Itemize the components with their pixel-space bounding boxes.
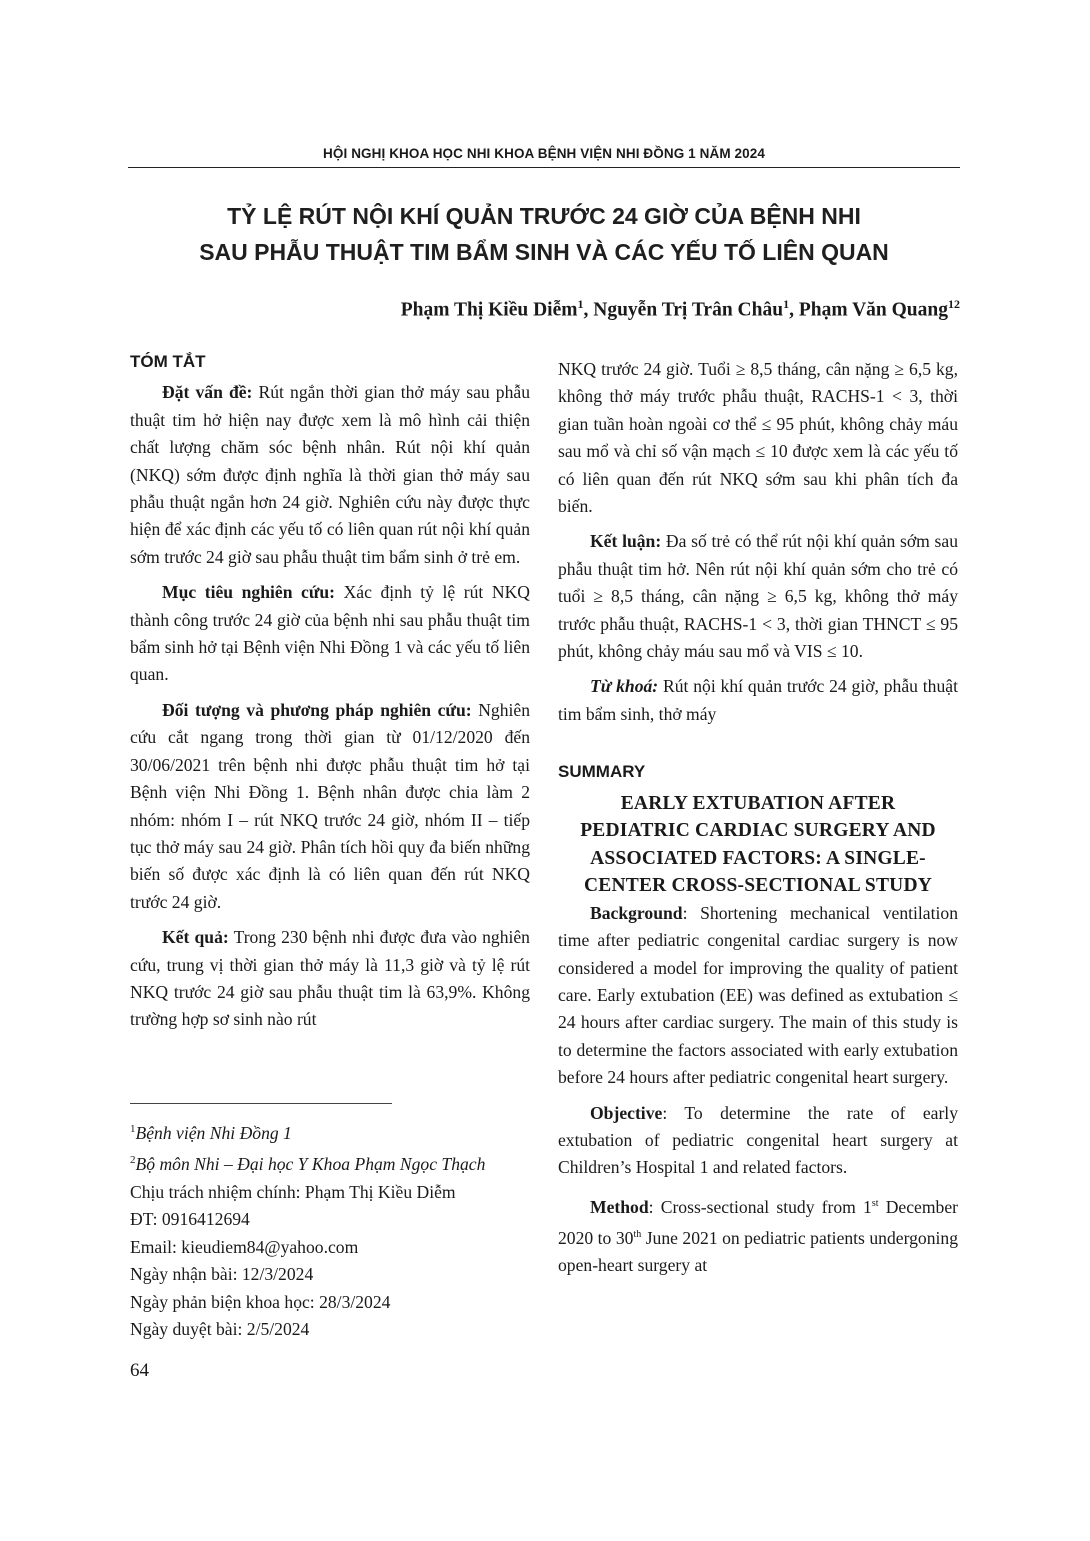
responsible-author: Chịu trách nhiệm chính: Phạm Thị Kiều Diễm [130, 1181, 456, 1202]
footnote-2-text: Bộ môn Nhi – Đại học Y Khoa Phạm Ngọc Thạch [135, 1154, 486, 1175]
abstract-conclusion [558, 528, 958, 665]
english-title-line-2: PEDIATRIC CARDIAC SURGERY AND [580, 820, 936, 842]
text-keywords: Rút nội khí quản trước 24 giờ, phẫu thuật tim bẩm sinh, thở máy [558, 676, 958, 724]
label-en-method: Method [590, 1196, 649, 1217]
summary-objective [558, 1100, 958, 1182]
author-3-affil: 12 [948, 297, 960, 311]
english-title-line-3: ASSOCIATED FACTORS: A SINGLE- [590, 847, 926, 869]
phone: ĐT: 0916412694 [130, 1209, 250, 1230]
author-sep: , [583, 299, 594, 321]
english-title-line-4: CENTER CROSS-SECTIONAL STUDY [583, 875, 933, 897]
left-column [130, 348, 530, 1034]
abstract-background [130, 379, 530, 571]
running-header: HỘI NGHỊ KHOA HỌC NHI KHOA BỆNH VIỆN NHI ĐỒNG 1 NĂM 2024 [323, 146, 765, 161]
english-title-line-1: EARLY EXTUBATION AFTER [620, 792, 896, 814]
label-method: Đối tượng và phương pháp nghiên cứu: [162, 699, 472, 720]
author-1-affil: 1 [577, 297, 584, 311]
label-keywords: Từ khoá: [590, 676, 659, 697]
date-reviewed: Ngày phản biện khoa học: 28/3/2024 [130, 1291, 391, 1312]
text-en-objective: : To determine the rate of early extubation of pediatric congenital heart surgery at Children’s Hospital 1 and related factors. [558, 1102, 958, 1178]
text-results: Trong 230 bệnh nhi được đưa vào nghiên cứu, trung vị thời gian thở máy là 11,3 giờ và tỷ lệ rút NKQ trước 24 giờ sau phẫu thuật tim là 63,9%. Không trường hợp sơ sinh nào rút [130, 927, 530, 1030]
footnote-1-text: Bệnh viện Nhi Đồng 1 [135, 1122, 292, 1143]
ordinal-th: th [633, 1229, 642, 1241]
footnote-1 [130, 1116, 550, 1147]
header-rule [128, 167, 960, 168]
summary-method [558, 1190, 958, 1280]
text-conclusion: Đa số trẻ có thể rút nội khí quản sớm sau phẫu thuật tim hở. Nên rút nội khí quản sớm cho trẻ có tuổi ≥ 8,5 tháng, cân nặng ≥ 6,5 kg, không thở máy trước phẫu thuật, RACHS-1 < 3, thời gian THNCT ≤ 95 phút, không chảy máu sau mổ và VIS ≤ 10. [558, 531, 958, 662]
email: Email: kieudiem84@yahoo.com [130, 1236, 359, 1257]
text-en-background: : Shortening mechanical ventilation time after pediatric congenital cardiac surgery is now considered a model for improving the quality of patient care. Early extubation (EE) was defined as extubation ≤ 24 hours after cardiac surgery. The main of this study is to determine the factors associated with early extubation before 24 hours after pediatric congenital heart surgery. [558, 902, 958, 1088]
abstract-results [130, 924, 530, 1034]
author-sep: , [789, 299, 799, 321]
article-title [128, 198, 960, 270]
footnote-1-mark: 1 [130, 1123, 136, 1135]
label-conclusion: Kết luận: [590, 531, 662, 552]
ordinal-st: st [871, 1197, 879, 1209]
text-en-method-a: : Cross-sectional study from 1 [648, 1196, 872, 1217]
text-en-method-c: June 2021 on pediatric patients undergoning open-heart surgery at [558, 1227, 959, 1276]
title-line-2: SAU PHẪU THUẬT TIM BẨM SINH VÀ CÁC YẾU TỐ LIÊN QUAN [199, 239, 889, 265]
text-objective: Xác định tỷ lệ rút NKQ thành công trước 24 giờ của bệnh nhi sau phẫu thuật tim bẩm sinh hở tại Bệnh viện Nhi Đồng 1 và các yếu tố liên quan. [130, 582, 530, 685]
author-list [401, 297, 960, 322]
label-objective: Mục tiêu nghiên cứu: [162, 582, 336, 603]
footnote-2-mark: 2 [130, 1154, 136, 1167]
author-2-affil: 1 [783, 297, 790, 311]
abstract-method [130, 697, 530, 916]
author-1: Phạm Thị Kiều Diễm [400, 299, 578, 321]
page-number: 64 [130, 1360, 149, 1381]
author-2: Nguyễn Trị Trân Châu [593, 299, 784, 321]
label-en-background: Background [590, 902, 683, 923]
date-received: Ngày nhận bài: 12/3/2024 [130, 1264, 314, 1285]
label-en-objective: Objective [590, 1102, 663, 1123]
abstract-results-continued: NKQ trước 24 giờ. Tuổi ≥ 8,5 tháng, cân nặng ≥ 6,5 kg, không thở máy trước phẫu thuật, RACHS-1 < 3, thời gian tuần hoàn ngoài cơ thể ≤ 95 phút, không chảy máu sau mổ và chỉ số vận mạch ≤ 10 được xem là các yếu tố có liên quan đến rút NKQ sớm sau khi phân tích đa biến. [558, 359, 958, 517]
abstract-objective [130, 579, 530, 689]
footnote-2 [130, 1147, 550, 1178]
summary-background [558, 900, 958, 1092]
summary-heading: SUMMARY [558, 762, 646, 782]
label-results: Kết quả: [162, 927, 229, 948]
abstract-keywords [558, 673, 958, 728]
label-background: Đặt vấn đề: [162, 382, 253, 403]
abstract-heading: TÓM TẮT [130, 352, 206, 371]
right-column [558, 356, 958, 1280]
date-accepted: Ngày duyệt bài: 2/5/2024 [130, 1319, 310, 1340]
footnotes [130, 1116, 550, 1344]
english-title [558, 790, 958, 900]
footnote-rule [130, 1103, 392, 1104]
text-background: Rút ngắn thời gian thở máy sau phẫu thuật tim hở hiện nay được xem là mô hình cải thiện chất lượng chăm sóc bệnh nhân. Rút nội khí quản (NKQ) sớm được định nghĩa là thời gian thở máy sau phẫu thuật ngắn hơn 24 giờ. Nghiên cứu này được thực hiện để xác định các yếu tố có liên quan rút nội khí quản sớm trước 24 giờ sau phẫu thuật tim bẩm sinh ở trẻ em. [130, 382, 531, 567]
title-line-1: TỶ LỆ RÚT NỘI KHÍ QUẢN TRƯỚC 24 GIỜ CỦA BỆNH NHI [227, 203, 861, 229]
text-method: Nghiên cứu cắt ngang trong thời gian từ 01/12/2020 đến 30/06/2021 trên bệnh nhi được phẫu thuật tim hở tại Bệnh viện Nhi Đồng 1. Bệnh nhân được chia làm 2 nhóm: nhóm I – rút NKQ trước 24 giờ, nhóm II – tiếp tục thở máy sau 24 giờ. Phân tích hồi quy đa biến những biến số được xác định là có liên quan đến rút NKQ trước 24 giờ. [130, 699, 530, 912]
text-en-method-b: December 2020 to 30 [558, 1196, 958, 1248]
author-3: Phạm Văn Quang [798, 299, 948, 321]
summary-section [558, 758, 958, 1279]
